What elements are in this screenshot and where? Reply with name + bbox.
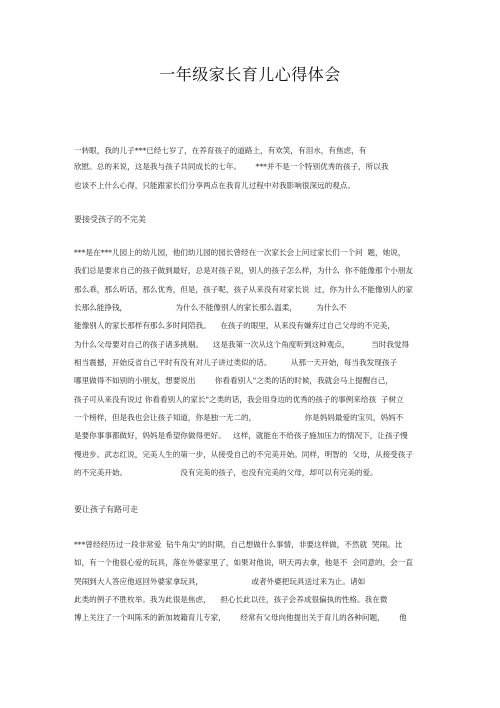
paragraph-line: 我们总是要求自己的孩子做到最好，总是对孩子说，别人的孩子怎么样，为什么 你不能像那个小朋友	[74, 266, 413, 275]
paragraph-line: 的不完美开始。 没有完美的孩子，也没有完美的父母，却可以有完美的爱。	[74, 468, 378, 477]
document-title: 一年级家长育儿心得体会	[159, 65, 341, 84]
paragraph-line: 一个榜样，但是我也会让孩子知道，你是独一无二的， 你是妈妈最爱的宝贝，妈妈不	[74, 413, 404, 422]
paragraph-line: 如，有一个他很心爱的玩具，落在外婆家里了，如果对他说，明天再去拿，他是不 会同意的，会一直	[74, 558, 413, 567]
paragraph-line: 博上关注了一个叫陈禾的新加坡籍育儿专家， 经常有父母向他提出关于育儿的各种问题， 他	[74, 613, 407, 622]
paragraph-line: 那么乖，那么听话，那么优秀，但是，孩子呢，孩子从来没有对家长说 过，你为什么不能像别人的家	[74, 285, 413, 294]
paragraph-line: 能像别人的家长那样有那么多时间陪我。 在孩子的眼里，从来没有嫌弃过自己父母的不完美，	[74, 321, 395, 330]
paragraph-line: 孩子可从来没有说过 你看看别人的家长"之类的话，我会用身边的优秀的孩子的事例来给孩 子树立	[74, 395, 404, 404]
paragraph-line: 哪里做得不如别的小朋友，想要说出 你看看别人"之类的话的时候，我就会马上提醒自己，	[74, 376, 393, 385]
paragraph-line: 也谈不上什么心得，只能跟家长们分享两点在我育儿过程中对我影响很深远的观点。	[74, 181, 355, 190]
paragraph-line: 是要你事事都做好，妈妈是希望你做得更好。 这样，就能在不给孩子施加压力的情况下，让孩子慢	[74, 431, 408, 440]
paragraph-line: 哭闹到大人答应他返回外婆家拿玩具， 或者外婆把玩具送过来为止。诸如	[74, 577, 366, 586]
paragraph-line: 相当震撼，开始反省自己平时有没有对儿子讲过类似的话。 从那一天开始，每当我发现孩子	[74, 358, 398, 367]
paragraph-line: 此类的例子不胜枚举。我为此很是焦虑， 担心长此以往，孩子会养成很偏执的性格。我在微	[74, 595, 388, 604]
paragraph-line: ***是在***儿园上的幼儿园，他们幼儿园的园长曾经在一次家长会上问过家长们一个问 题，她说，	[74, 248, 406, 257]
section-heading: 要接受孩子的不完美	[74, 215, 146, 224]
paragraph-line: ***曾经经历过一段非常爱 钻牛角尖"的时期，自己想做什么事情，非要这样做，不然就 哭闹。比	[74, 540, 403, 549]
section-heading: 要让孩子有路可走	[74, 505, 138, 514]
paragraph-line: 欣慰。总的来说，这是我与孩子共同成长的七年。 ***并不是一个特别优秀的孩子，所以我	[74, 162, 389, 171]
paragraph-line: 慢进步。武志红说，完美人生的第一步，从接受自己的不完美开始。同样，明智的 父母，从接受孩子	[74, 450, 413, 459]
paragraph-line: 为什么父母要对自己的孩子诸多挑剔。 这是我第一次从这个角度听到这种观点， 当时我觉得	[74, 340, 410, 349]
paragraph-line: 一转眼，我的儿子***已经七岁了，在养育孩子的道路上，有欢笑，有泪水，有焦虑，有	[74, 146, 367, 155]
paragraph-line: 长那么能挣钱， 为什么不能像别人的家长那么温柔， 为什么不	[74, 303, 347, 312]
